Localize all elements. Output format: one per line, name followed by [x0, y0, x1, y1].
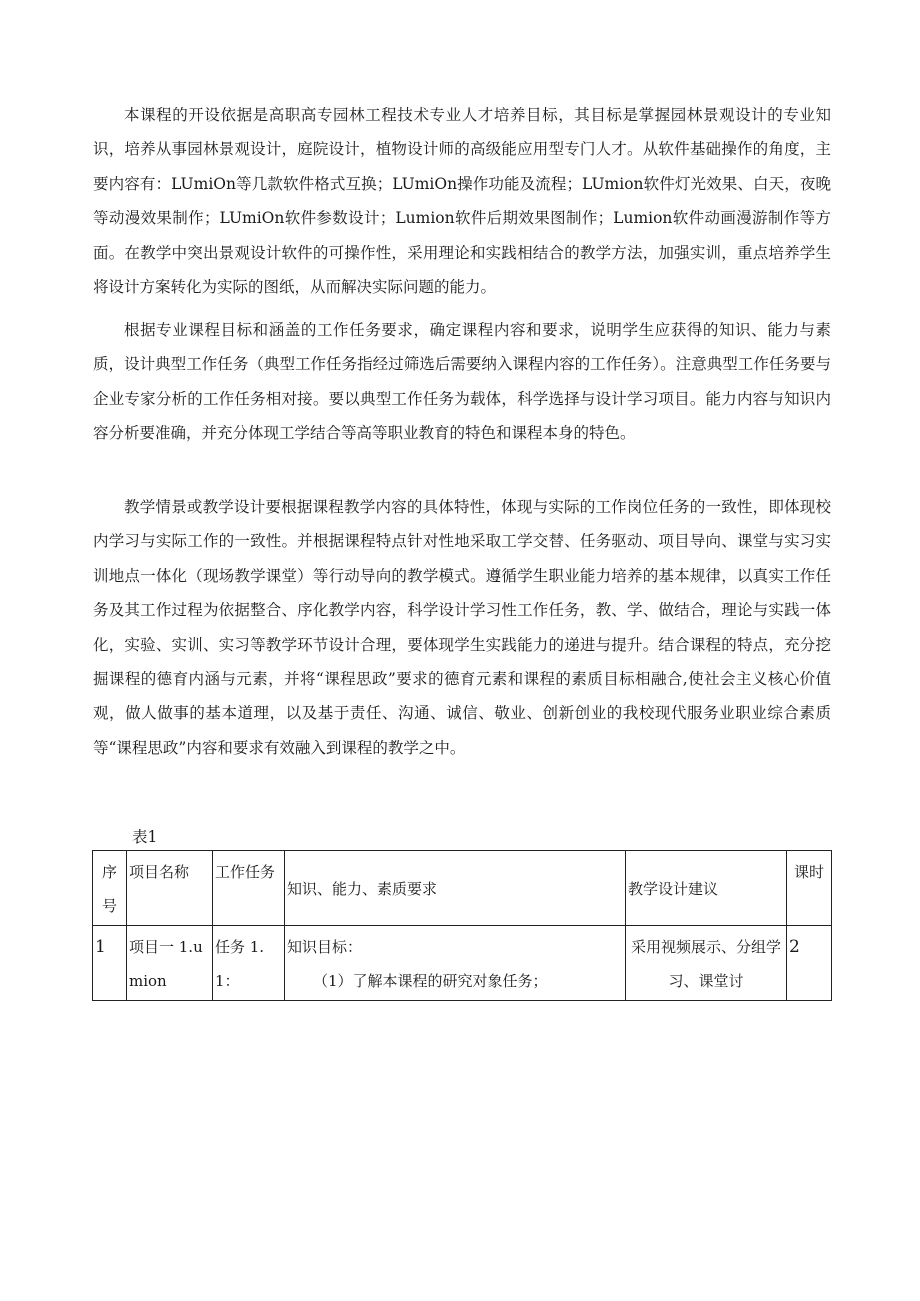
header-task: 工作任务: [213, 851, 285, 926]
table-caption: 表1: [132, 828, 158, 846]
paragraph-teaching-design: 教学情景或教学设计要根据课程教学内容的具体特性，体现与实际的工作岗位任务的一致性，即体现校内学习与实际工作的一致性。并根据课程特点针对性地采取工学交替、任务驱动、项目导向、课堂与实习实训地点一体化（现场教学课堂）等行动导向的教学模式。遵循学生职业能力培养的基本规律，以真实工作任务及其工作过程为依据整合、序化教学内容，科学设计学习性工作任务，教、学、做结合，理论与实践一体化，实验、实训、实习等教学环节设计合理，要体现学生实践能力的递进与提升。结合课程的特点，充分挖掘课程的德育内涵与元素，并将“课程思政”要求的德育元素和课程的素质目标相融合,使社会主义核心价值观，做人做事的基本道理，以及基于责任、沟通、诚信、敬业、创新创业的我校现代服务业职业综合素质等“课程思政”内容和要求有效融入到课程的教学之中。: [93, 498, 831, 757]
cell-task: 任务 1.1：: [213, 926, 285, 1001]
req-heading: 知识目标：: [287, 938, 363, 956]
table-header-row: [93, 851, 832, 926]
header-suggestion: 教学设计建议: [626, 851, 787, 926]
course-table: [92, 850, 832, 1001]
cell-suggestion: 采用视频展示、分组学习、课堂讨: [626, 926, 787, 1001]
header-seq: 序号: [93, 851, 127, 926]
table-row: [93, 926, 832, 1001]
header-hours: 课时: [787, 851, 832, 926]
cell-requirements: [285, 926, 626, 1001]
req-item: （1）了解本课程的研究对象任务；: [313, 972, 548, 990]
paragraph-course-basis: 本课程的开设依据是高职高专园林工程技术专业人才培养目标，其目标是掌握园林景观设计的专业知识，培养从事园林景观设计，庭院设计，植物设计师的高级能应用型专门人才。从软件基础操作的角度，主要内容有：LUmiOn等几款软件格式互换；LUmiOn操作功能及流程；LUmion软件灯光效果、白天，夜晚等动漫效果制作；LUmiOn软件参数设计；Lumion软件后期效果图制作；Lumion软件动画漫游制作等方面。在教学中突出景观设计软件的可操作性，采用理论和实践相结合的教学方法，加强实训，重点培养学生将设计方案转化为实际的图纸，从而解决实际问题的能力。: [93, 106, 831, 297]
paragraph-course-content: 根据专业课程目标和涵盖的工作任务要求，确定课程内容和要求，说明学生应获得的知识、能力与素质，设计典型工作任务（典型工作任务指经过筛选后需要纳入课程内容的工作任务）。注意典型工作任务要与企业专家分析的工作任务相对接。要以典型工作任务为载体，科学选择与设计学习项目。能力内容与知识内容分析要准确，并充分体现工学结合等高等职业教育的特色和课程本身的特色。: [93, 321, 831, 443]
cell-hours: 2: [787, 926, 832, 1001]
header-project: 项目名称: [127, 851, 213, 926]
header-requirements: 知识、能力、素质要求: [285, 851, 626, 926]
cell-seq: 1: [93, 926, 127, 1001]
cell-project: 项目一 1.umion: [127, 926, 213, 1001]
